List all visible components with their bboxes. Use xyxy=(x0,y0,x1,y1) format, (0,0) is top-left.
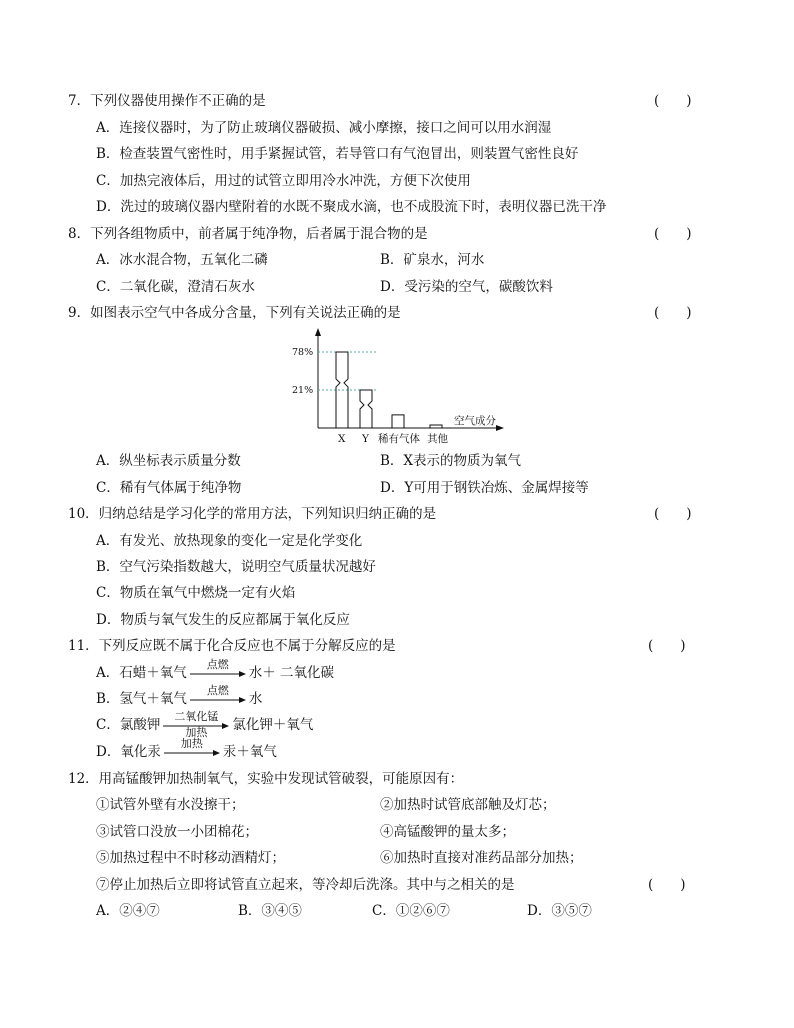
q8-stem: 8．下列各组物质中，前者属于纯净物，后者属于混合物的是 xyxy=(68,226,428,242)
q12-item-1: ①试管外壁有水没擦干； xyxy=(96,797,245,813)
products: 汞＋氧气 xyxy=(222,744,277,760)
reactants: C．氯酸钾 xyxy=(96,717,161,733)
q7-stem: 7．下列仪器使用操作不正确的是 xyxy=(68,93,266,109)
reactants: B．氢气＋氧气 xyxy=(96,691,187,707)
q10-option-d: D．物质与氧气发生的反应都属于氧化反应 xyxy=(96,612,350,628)
q10-option-b: B．空气污染指数越大，说明空气质量状况越好 xyxy=(96,559,376,575)
q12-item-3: ③试管口没放一小团棉花； xyxy=(96,824,258,840)
q10-answer-paren: ( ) xyxy=(654,506,692,522)
products: 氯化钾＋氧气 xyxy=(232,717,314,733)
x-axis-arrow xyxy=(496,425,504,431)
reaction-arrow xyxy=(163,710,229,739)
q9-option-b: B．X表示的物质为氧气 xyxy=(380,453,522,469)
q11-stem: 11．下列反应既不属于化合反应也不属于分解反应的是 xyxy=(68,638,396,654)
q8-option-a: A．冰水混合物，五氧化二磷 xyxy=(96,252,268,268)
q9-option-a: A．纵坐标表示质量分数 xyxy=(96,453,241,469)
products: 水 xyxy=(248,691,263,707)
reaction-condition: 点燃 xyxy=(206,684,229,697)
x-tick-label: Y xyxy=(362,433,369,445)
bar-3 xyxy=(392,415,404,428)
q12-item-7: ⑦停止加热后立即将试管直立起来，等冷却后洗涤。其中与之相关的是 xyxy=(96,877,515,893)
products: 水＋ 二氧化碳 xyxy=(248,665,335,681)
q9-answer-paren: ( ) xyxy=(654,305,692,321)
q8-option-d: D．受污染的空气，碳酸饮料 xyxy=(380,279,553,295)
q12-item-6: ⑥加热时直接对准药品部分加热； xyxy=(380,850,583,866)
q11-option-a xyxy=(96,658,335,682)
bar-2 xyxy=(360,390,372,428)
q12-option-d: D．③⑤⑦ xyxy=(527,903,592,919)
x-tick-label: 稀有气体 xyxy=(378,433,420,445)
q12-item-4: ④高锰酸钾的量太多； xyxy=(380,824,515,840)
y-tick-label: 78% xyxy=(292,347,314,358)
q7-option-a: A．连接仪器时，为了防止玻璃仪器破损、减小摩擦，接口之间可以用水润湿 xyxy=(96,120,552,136)
x-tick-label: X xyxy=(338,433,346,445)
air-composition-chart xyxy=(290,328,520,446)
reaction-condition: 加热 xyxy=(185,726,208,739)
q9-option-c: C．稀有气体属于纯净物 xyxy=(96,480,242,496)
q8-option-c: C．二氧化碳，澄清石灰水 xyxy=(96,279,255,295)
q12-stem: 12．用高锰酸钾加热制氧气，实验中发现试管破裂，可能原因有： xyxy=(68,771,464,787)
q7-option-b: B．检查装置气密性时，用手紧握试管，若导管口有气泡冒出，则装置气密性良好 xyxy=(96,146,579,162)
x-axis-title: 空气成分 xyxy=(454,415,496,427)
q12-option-a: A．②④⑦ xyxy=(96,903,160,919)
q12-option-b: B．③④⑤ xyxy=(238,903,302,919)
reaction-arrow xyxy=(190,658,246,682)
q11-option-b xyxy=(96,684,263,708)
reaction-catalyst: 二氧化锰 xyxy=(174,710,219,723)
q9-option-d: D．Y可用于钢铁冶炼、金属焊接等 xyxy=(380,480,589,496)
q7-option-d: D．洗过的玻璃仪器内壁附着的水既不聚成水滴，也不成股流下时，表明仪器已洗干净 xyxy=(96,199,607,215)
q10-option-c: C．物质在氧气中燃烧一定有火焰 xyxy=(96,585,296,601)
reaction-arrow xyxy=(190,684,246,708)
q10-stem: 10．归纳总结是学习化学的常用方法，下列知识归纳正确的是 xyxy=(68,506,437,522)
reaction-arrow xyxy=(164,737,220,761)
q7-option-c: C．加热完液体后，用过的试管立即用冷水冲洗，方便下次使用 xyxy=(96,173,471,189)
q11-answer-paren: ( ) xyxy=(648,638,686,654)
x-tick-label: 其他 xyxy=(427,433,448,445)
q8-answer-paren: ( ) xyxy=(654,226,692,242)
reactants: D．氧化汞 xyxy=(96,744,161,760)
reaction-condition: 加热 xyxy=(180,737,203,750)
q12-item-2: ②加热时试管底部触及灯芯； xyxy=(380,797,556,813)
q12-item-5: ⑤加热过程中不时移动酒精灯； xyxy=(96,850,285,866)
y-tick-label: 21% xyxy=(292,385,314,396)
q9-stem: 9．如图表示空气中各成分含量，下列有关说法正确的是 xyxy=(68,305,401,321)
q11-option-c xyxy=(96,710,314,739)
reactants: A．石蜡＋氧气 xyxy=(96,665,187,681)
q10-option-a: A．有发光、放热现象的变化一定是化学变化 xyxy=(96,533,363,549)
q12-answer-paren: ( ) xyxy=(648,877,686,893)
q7-answer-paren: ( ) xyxy=(654,93,692,109)
reaction-condition: 点燃 xyxy=(206,658,229,671)
q8-option-b: B．矿泉水，河水 xyxy=(380,252,485,268)
q11-option-d xyxy=(96,737,277,761)
y-axis-arrow xyxy=(315,328,321,336)
q12-option-c: C．①②⑥⑦ xyxy=(372,903,450,919)
